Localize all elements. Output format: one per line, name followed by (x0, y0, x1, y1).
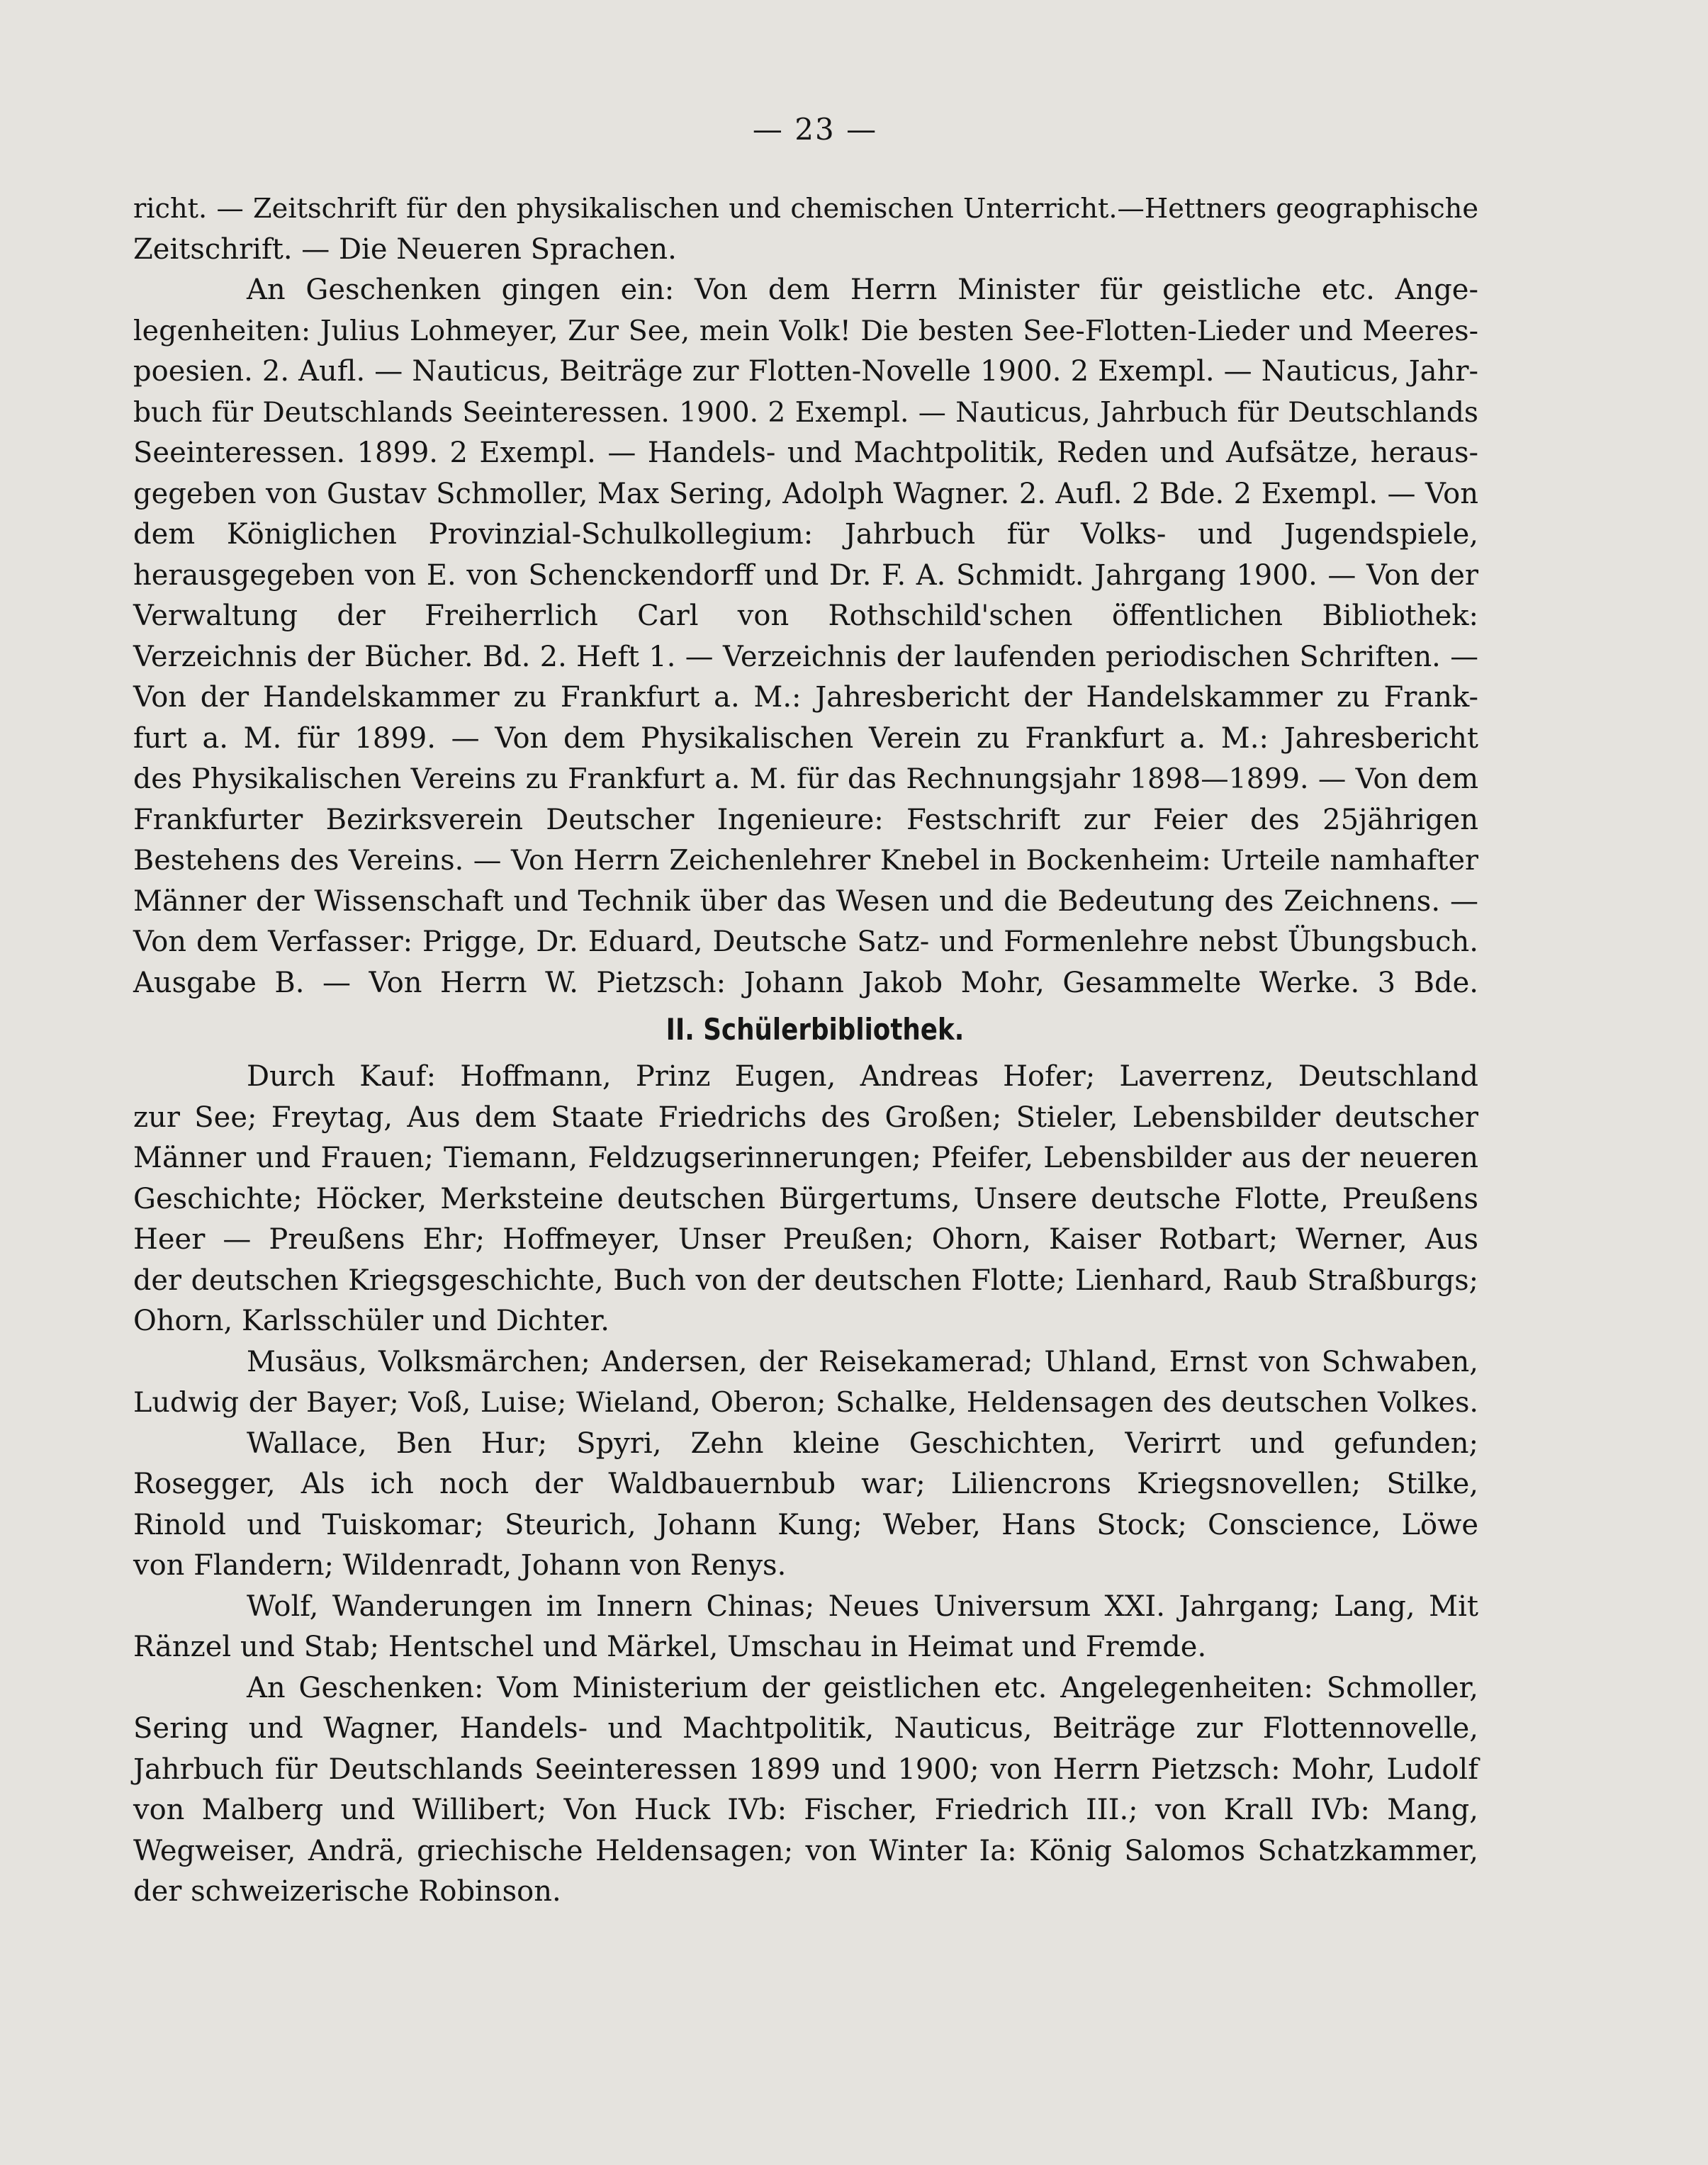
text-line: buch für Deutschlands Seeinteressen. 1900. 2 Exempl. — Nauticus, Jahrbuch für Deutschlands (133, 396, 1478, 429)
text-line: Wallace, Ben Hur; Spyri, Zehn kleine Geschichten, Verirrt und gefunden; (247, 1427, 1478, 1460)
text-line: zur See; Freytag, Aus dem Staate Friedrichs des Großen; Stieler, Lebensbilder deutscher (133, 1101, 1478, 1134)
text-line: Ränzel und Stab; Hentschel und Märkel, Umschau in Heimat und Fremde. (133, 1631, 1207, 1663)
text-line: Jahrbuch für Deutschlands Seeinteressen 1899 und 1900; von Herrn Pietzsch: Mohr, Ludolf (133, 1753, 1478, 1786)
text-line: herausgegeben von E. von Schenckendorff und Dr. F. A. Schmidt. Jahrgang 1900. — Von der (133, 558, 1478, 592)
text-line: Geschichte; Höcker, Merksteine deutschen Bürgertums, Unsere deutsche Flotte, Preußens (133, 1182, 1478, 1215)
text-line: Verwaltung der Freiherrlich Carl von Rothschild'schen öffentlichen Bibliothek: (133, 600, 1478, 632)
text-line: legenheiten: Julius Lohmeyer, Zur See, mein Volk! Die besten See-Flotten-Lieder und Meeres- (133, 314, 1478, 347)
text-line: An Geschenken gingen ein: Von dem Herrn Minister für geistliche etc. Ange- (247, 274, 1478, 306)
text-line: Ludwig der Bayer; Voß, Luise; Wieland, Oberon; Schalke, Heldensagen des deutschen Volkes. (133, 1386, 1478, 1419)
text-line: dem Königlichen Provinzial-Schulkollegium: Jahrbuch für Volks- und Jugendspiele, (133, 518, 1478, 551)
section-heading: II. Schülerbibliothek. (665, 1012, 965, 1047)
text-line: Zeitschrift. — Die Neueren Sprachen. (133, 232, 677, 266)
page-number: — 23 — (752, 112, 878, 147)
text-line: Wegweiser, Andrä, griechische Heldensagen; von Winter Ia: König Salomos Schatzkammer, (133, 1834, 1478, 1867)
text-line: furt a. M. für 1899. — Von dem Physikalischen Verein zu Frankfurt a. M.: Jahresbericht (133, 721, 1478, 755)
text-line: Rinold und Tuiskomar; Steurich, Johann Kung; Weber, Hans Stock; Conscience, Löwe (133, 1508, 1478, 1541)
text-line: Rosegger, Als ich noch der Waldbauernbub war; Liliencrons Kriegsnovellen; Stilke, (133, 1468, 1478, 1500)
text-line: richt. — Zeitschrift für den physikalischen und chemischen Unterricht.—Hettners geographische (133, 193, 1478, 225)
text-line: der deutschen Kriegsgeschichte, Buch von der deutschen Flotte; Lienhard, Raub Straßburgs; (133, 1264, 1478, 1297)
text-line: Von dem Verfasser: Prigge, Dr. Eduard, Deutsche Satz- und Formenlehre nebst Übungsbuch. (133, 926, 1478, 958)
text-line: Frankfurter Bezirksverein Deutscher Ingenieure: Festschrift zur Feier des 25jährigen (133, 803, 1478, 836)
text-line: von Flandern; Wildenradt, Johann von Renys. (133, 1549, 787, 1582)
text-line: Ohorn, Karlsschüler und Dichter. (133, 1305, 609, 1337)
text-line: von Malberg und Willibert; Von Huck IVb: Fischer, Friedrich III.; von Krall IVb: Mang, (133, 1794, 1478, 1826)
text-line: Sering und Wagner, Handels- und Machtpolitik, Nauticus, Beiträge zur Flottennovelle, (133, 1712, 1478, 1745)
section-acquisitions (133, 189, 1478, 1003)
text-line: Männer und Frauen; Tiemann, Feldzugserinnerungen; Pfeifer, Lebensbilder aus der neueren (133, 1142, 1478, 1174)
text-line: der schweizerische Robinson. (133, 1875, 561, 1908)
text-line: Seeinteressen. 1899. 2 Exempl. — Handels- und Machtpolitik, Reden und Aufsätze, heraus- (133, 437, 1478, 469)
text-line: gegeben von Gustav Schmoller, Max Sering, Adolph Wagner. 2. Aufl. 2 Bde. 2 Exempl. — Von (133, 477, 1478, 510)
text-line: Durch Kauf: Hoffmann, Prinz Eugen, Andreas Hofer; Laverrenz, Deutschland (247, 1060, 1478, 1093)
text-line: des Physikalischen Vereins zu Frankfurt a. M. für das Rechnungsjahr 1898—1899. — Von dem (133, 763, 1478, 795)
text-line: poesien. 2. Aufl. — Nauticus, Beiträge zur Flotten-Novelle 1900. 2 Exempl. — Nauticus, Jahr- (133, 355, 1478, 388)
text-line: Verzeichnis der Bücher. Bd. 2. Heft 1. — Verzeichnis der laufenden periodischen Schriften. — (133, 640, 1478, 673)
section-student-library (133, 1057, 1478, 1913)
text-line: Wolf, Wanderungen im Innern Chinas; Neues Universum XXI. Jahrgang; Lang, Mit (247, 1590, 1478, 1623)
text-line: Ausgabe B. — Von Herrn W. Pietzsch: Johann Jakob Mohr, Gesammelte Werke. 3 Bde. (133, 966, 1478, 999)
text-line: Bestehens des Vereins. — Von Herrn Zeichenlehrer Knebel in Bockenheim: Urteile namhafter (133, 844, 1478, 877)
text-line: Männer der Wissenschaft und Technik über das Wesen und die Bedeutung des Zeichnens. — (133, 884, 1478, 918)
text-line: Von der Handelskammer zu Frankfurt a. M.: Jahresbericht der Handelskammer zu Frank- (133, 681, 1478, 714)
text-line: Musäus, Volksmärchen; Andersen, der Reisekamerad; Uhland, Ernst von Schwaben, (247, 1345, 1478, 1378)
text-line: Heer — Preußens Ehr; Hoffmeyer, Unser Preußen; Ohorn, Kaiser Rotbart; Werner, Aus (133, 1223, 1478, 1256)
text-line: An Geschenken: Vom Ministerium der geistlichen etc. Angelegenheiten: Schmoller, (247, 1671, 1478, 1704)
